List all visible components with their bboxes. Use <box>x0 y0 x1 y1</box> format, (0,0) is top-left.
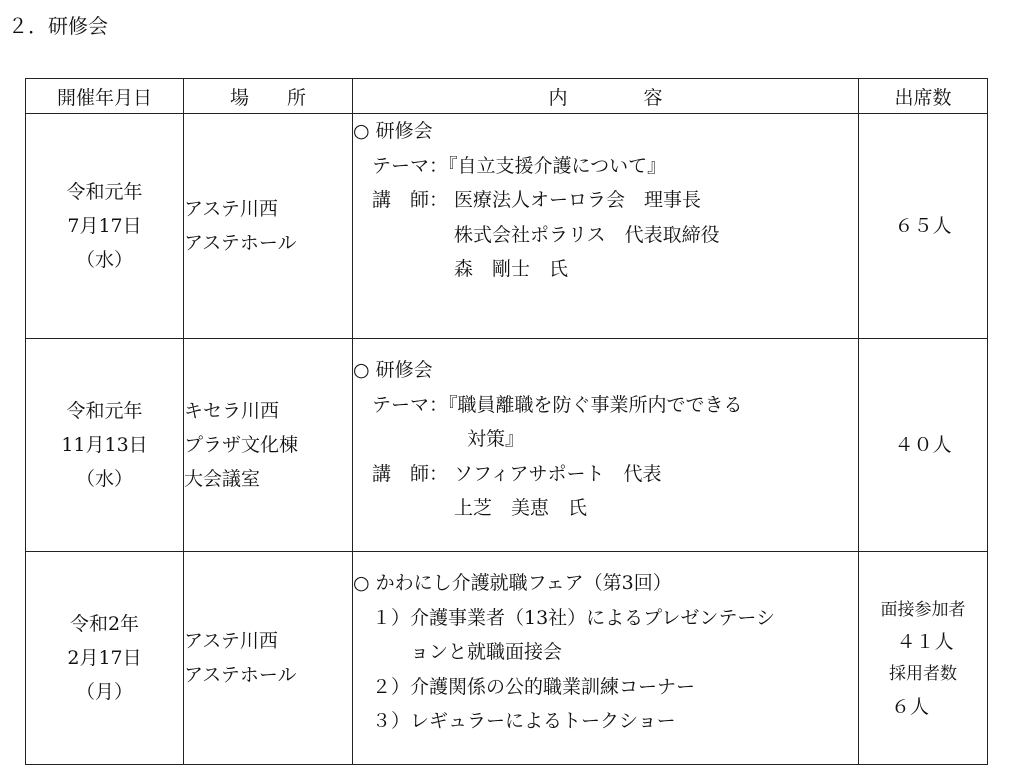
place-line: アステホール <box>184 232 297 254</box>
table-row <box>26 339 988 552</box>
place-cell <box>184 552 353 765</box>
content-cell <box>353 339 859 552</box>
place-line: アステ川西 <box>184 630 278 652</box>
place-line: プラザ文化棟 <box>184 434 299 456</box>
content-cell <box>353 114 859 339</box>
header-attendance: 出席数 <box>859 79 988 114</box>
content-line: 森 剛士 氏 <box>353 258 569 280</box>
interview-participants-label: 面接参加者 <box>880 600 966 620</box>
date-cell <box>26 339 184 552</box>
attendance-count: ６５人 <box>894 215 952 237</box>
content-cell <box>353 552 859 765</box>
attendance-breakdown <box>859 591 987 725</box>
content-line: ○ かわにし介護就職フェア（第3回） <box>353 572 672 594</box>
content-line: ョンと就職面接会 <box>353 641 563 663</box>
attendance-cell <box>859 552 988 765</box>
table-header-row <box>26 79 988 114</box>
attendance-count: ４０人 <box>894 434 952 456</box>
content-line: 講 師： 医療法人オーロラ会 理事長 <box>353 189 702 211</box>
date-day: 11月13日 <box>61 434 148 456</box>
header-content: 内 容 <box>353 79 859 114</box>
table-row <box>26 552 988 765</box>
content-line: 対策』 <box>353 428 525 450</box>
content-line: １）介護事業者（13社）によるプレゼンテーシ <box>353 606 776 629</box>
place-cell <box>184 339 353 552</box>
content-line: 上芝 美恵 氏 <box>353 497 588 519</box>
content-line: ○ 研修会 <box>353 120 433 142</box>
header-place: 場 所 <box>184 79 353 114</box>
content-line: 株式会社ポラリス 代表取締役 <box>353 223 720 246</box>
section-title: ２．研修会 <box>8 14 108 38</box>
date-day: 7月17日 <box>67 215 142 237</box>
hired-count: ６人 <box>891 696 930 718</box>
date-era: 令和2年 <box>69 613 140 635</box>
date-cell <box>26 114 184 339</box>
place-line: アステホール <box>184 664 297 686</box>
date-weekday: （月） <box>75 681 133 703</box>
hired-count-label: 採用者数 <box>889 664 957 684</box>
place-line: アステ川西 <box>184 198 278 220</box>
date-day: 2月17日 <box>67 647 142 669</box>
attendance-cell <box>859 114 988 339</box>
date-cell <box>26 552 184 765</box>
content-line: ２）介護関係の公的職業訓練コーナー <box>353 675 696 698</box>
interview-participants-count: ４１人 <box>896 631 954 653</box>
place-line: 大会議室 <box>184 468 261 490</box>
content-line: ３）レギュラーによるトークショー <box>353 710 676 732</box>
seminar-table <box>25 78 988 765</box>
date-weekday: （水） <box>75 468 133 490</box>
header-date: 開催年月日 <box>26 79 184 114</box>
content-line: テーマ：『自立支援介護について』 <box>353 154 667 177</box>
content-line: 講 師： ソフィアサポート 代表 <box>353 462 662 485</box>
date-era: 令和元年 <box>66 400 143 422</box>
content-line: テーマ：『職員離職を防ぐ事業所内でできる <box>353 393 743 416</box>
content-line: ○ 研修会 <box>353 359 433 381</box>
date-era: 令和元年 <box>66 181 143 203</box>
date-weekday: （水） <box>75 249 133 271</box>
attendance-cell <box>859 339 988 552</box>
table-row <box>26 114 988 339</box>
place-line: キセラ川西 <box>184 400 280 422</box>
place-cell <box>184 114 353 339</box>
